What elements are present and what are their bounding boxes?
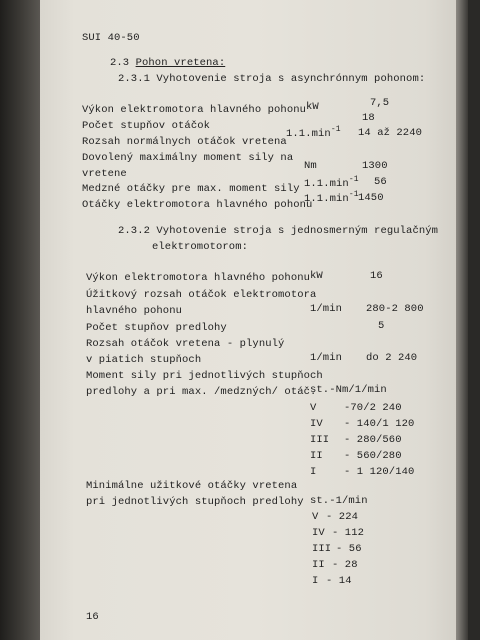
row-label: v piatich stupňoch	[86, 354, 202, 366]
row-value: 1450	[358, 192, 384, 204]
row-label: predlohy a pri max. /medzných/ otáč.	[86, 386, 317, 398]
row-unit: $1.1.\min^{-1}$	[304, 175, 359, 190]
stage-value: - 560/280	[344, 450, 402, 462]
stage-value: - 112	[332, 527, 365, 539]
document-page	[40, 0, 468, 640]
row-unit: 1/min	[310, 303, 343, 315]
stage-label: I	[310, 466, 317, 478]
stage-label: V	[312, 511, 319, 523]
row-unit: Nm	[304, 160, 317, 172]
subsection-2-title-cont: elektromotorom:	[152, 241, 249, 253]
row-value: 1300	[362, 160, 388, 172]
stage-label: II	[312, 559, 325, 571]
stage-label: I	[312, 575, 319, 587]
section-heading	[110, 57, 225, 69]
stage-value: - 28	[332, 559, 358, 571]
row-unit: kW	[310, 270, 323, 282]
row-value: 16	[370, 270, 383, 282]
stage-value: -70/2 240	[344, 402, 402, 414]
row-value: 5	[378, 320, 385, 332]
row-value: do 2 240	[366, 352, 418, 364]
row-label: Úžitkový rozsah otáčok elektromotora	[86, 289, 317, 301]
row-value: 56	[374, 176, 387, 188]
row-unit: $1.1.\min^{-1}$	[286, 125, 341, 140]
stage-value: - 56	[336, 543, 362, 555]
stage-value: - 140/1 120	[344, 418, 415, 430]
subsection-2-title: 2.3.2 Vyhotovenie stroja s jednosmerným regulačným	[118, 225, 439, 237]
row-label: hlavného pohonu	[86, 305, 183, 317]
stage-value: - 1 120/140	[344, 466, 415, 478]
row-value: 7,5	[370, 97, 390, 109]
stage-label: III	[312, 543, 332, 555]
row-label: Rozsah otáčok vretena - plynulý	[86, 338, 285, 350]
binding-shadow	[0, 0, 40, 640]
stage-value: - 224	[326, 511, 359, 523]
section-title: Pohon vretena:	[135, 57, 226, 69]
row-value: 18	[362, 112, 375, 124]
row-label: vretene	[82, 168, 127, 180]
row-label: Počet stupňov predlohy	[86, 322, 227, 334]
page-number: 16	[86, 611, 99, 623]
subsection-1-title: 2.3.1 Vyhotovenie stroja s asynchrónnym pohonom:	[118, 73, 426, 85]
stage-label: II	[310, 450, 323, 462]
stage-label: IV	[310, 418, 323, 430]
stage-value: - 14	[326, 575, 352, 587]
row-value: 280-2 800	[366, 303, 424, 315]
row-label: Medzné otáčky pre max. moment sily	[82, 183, 300, 195]
stage-label: III	[310, 434, 330, 446]
row-unit: kW	[306, 101, 319, 113]
row-unit: $1.1.\min^{-1}$	[304, 190, 359, 205]
row-unit: 1/min	[310, 352, 343, 364]
section-number: 2.3	[110, 57, 130, 69]
row-unit: st.-Nm/1/min	[310, 384, 387, 396]
stage-label: IV	[312, 527, 325, 539]
min-speed-unit: st.-1/min	[310, 495, 368, 507]
min-speed-label: Minimálne užitkové otáčky vretena	[86, 480, 298, 492]
stage-label: V	[310, 402, 317, 414]
row-label: Moment sily pri jednotlivých stupňoch	[86, 370, 323, 382]
document-code: SUI 40-50	[82, 32, 140, 44]
min-speed-label-cont: pri jednotlivých stupňoch predlohy	[86, 496, 304, 508]
row-label: Rozsah normálnych otáčok vretena	[82, 136, 287, 148]
row-label: Výkon elektromotora hlavného pohonu	[82, 104, 307, 116]
row-label: Dovolený maximálny moment sily na	[82, 152, 294, 164]
stage-value: - 280/560	[344, 434, 402, 446]
row-value: 14 až 2240	[358, 127, 423, 139]
row-label: Výkon elektromotora hlavného pohonu	[86, 272, 311, 284]
row-label: Otáčky elektromotora hlavného pohonu	[82, 199, 313, 211]
row-label: Počet stupňov otáčok	[82, 120, 211, 132]
page-edge	[456, 0, 468, 640]
